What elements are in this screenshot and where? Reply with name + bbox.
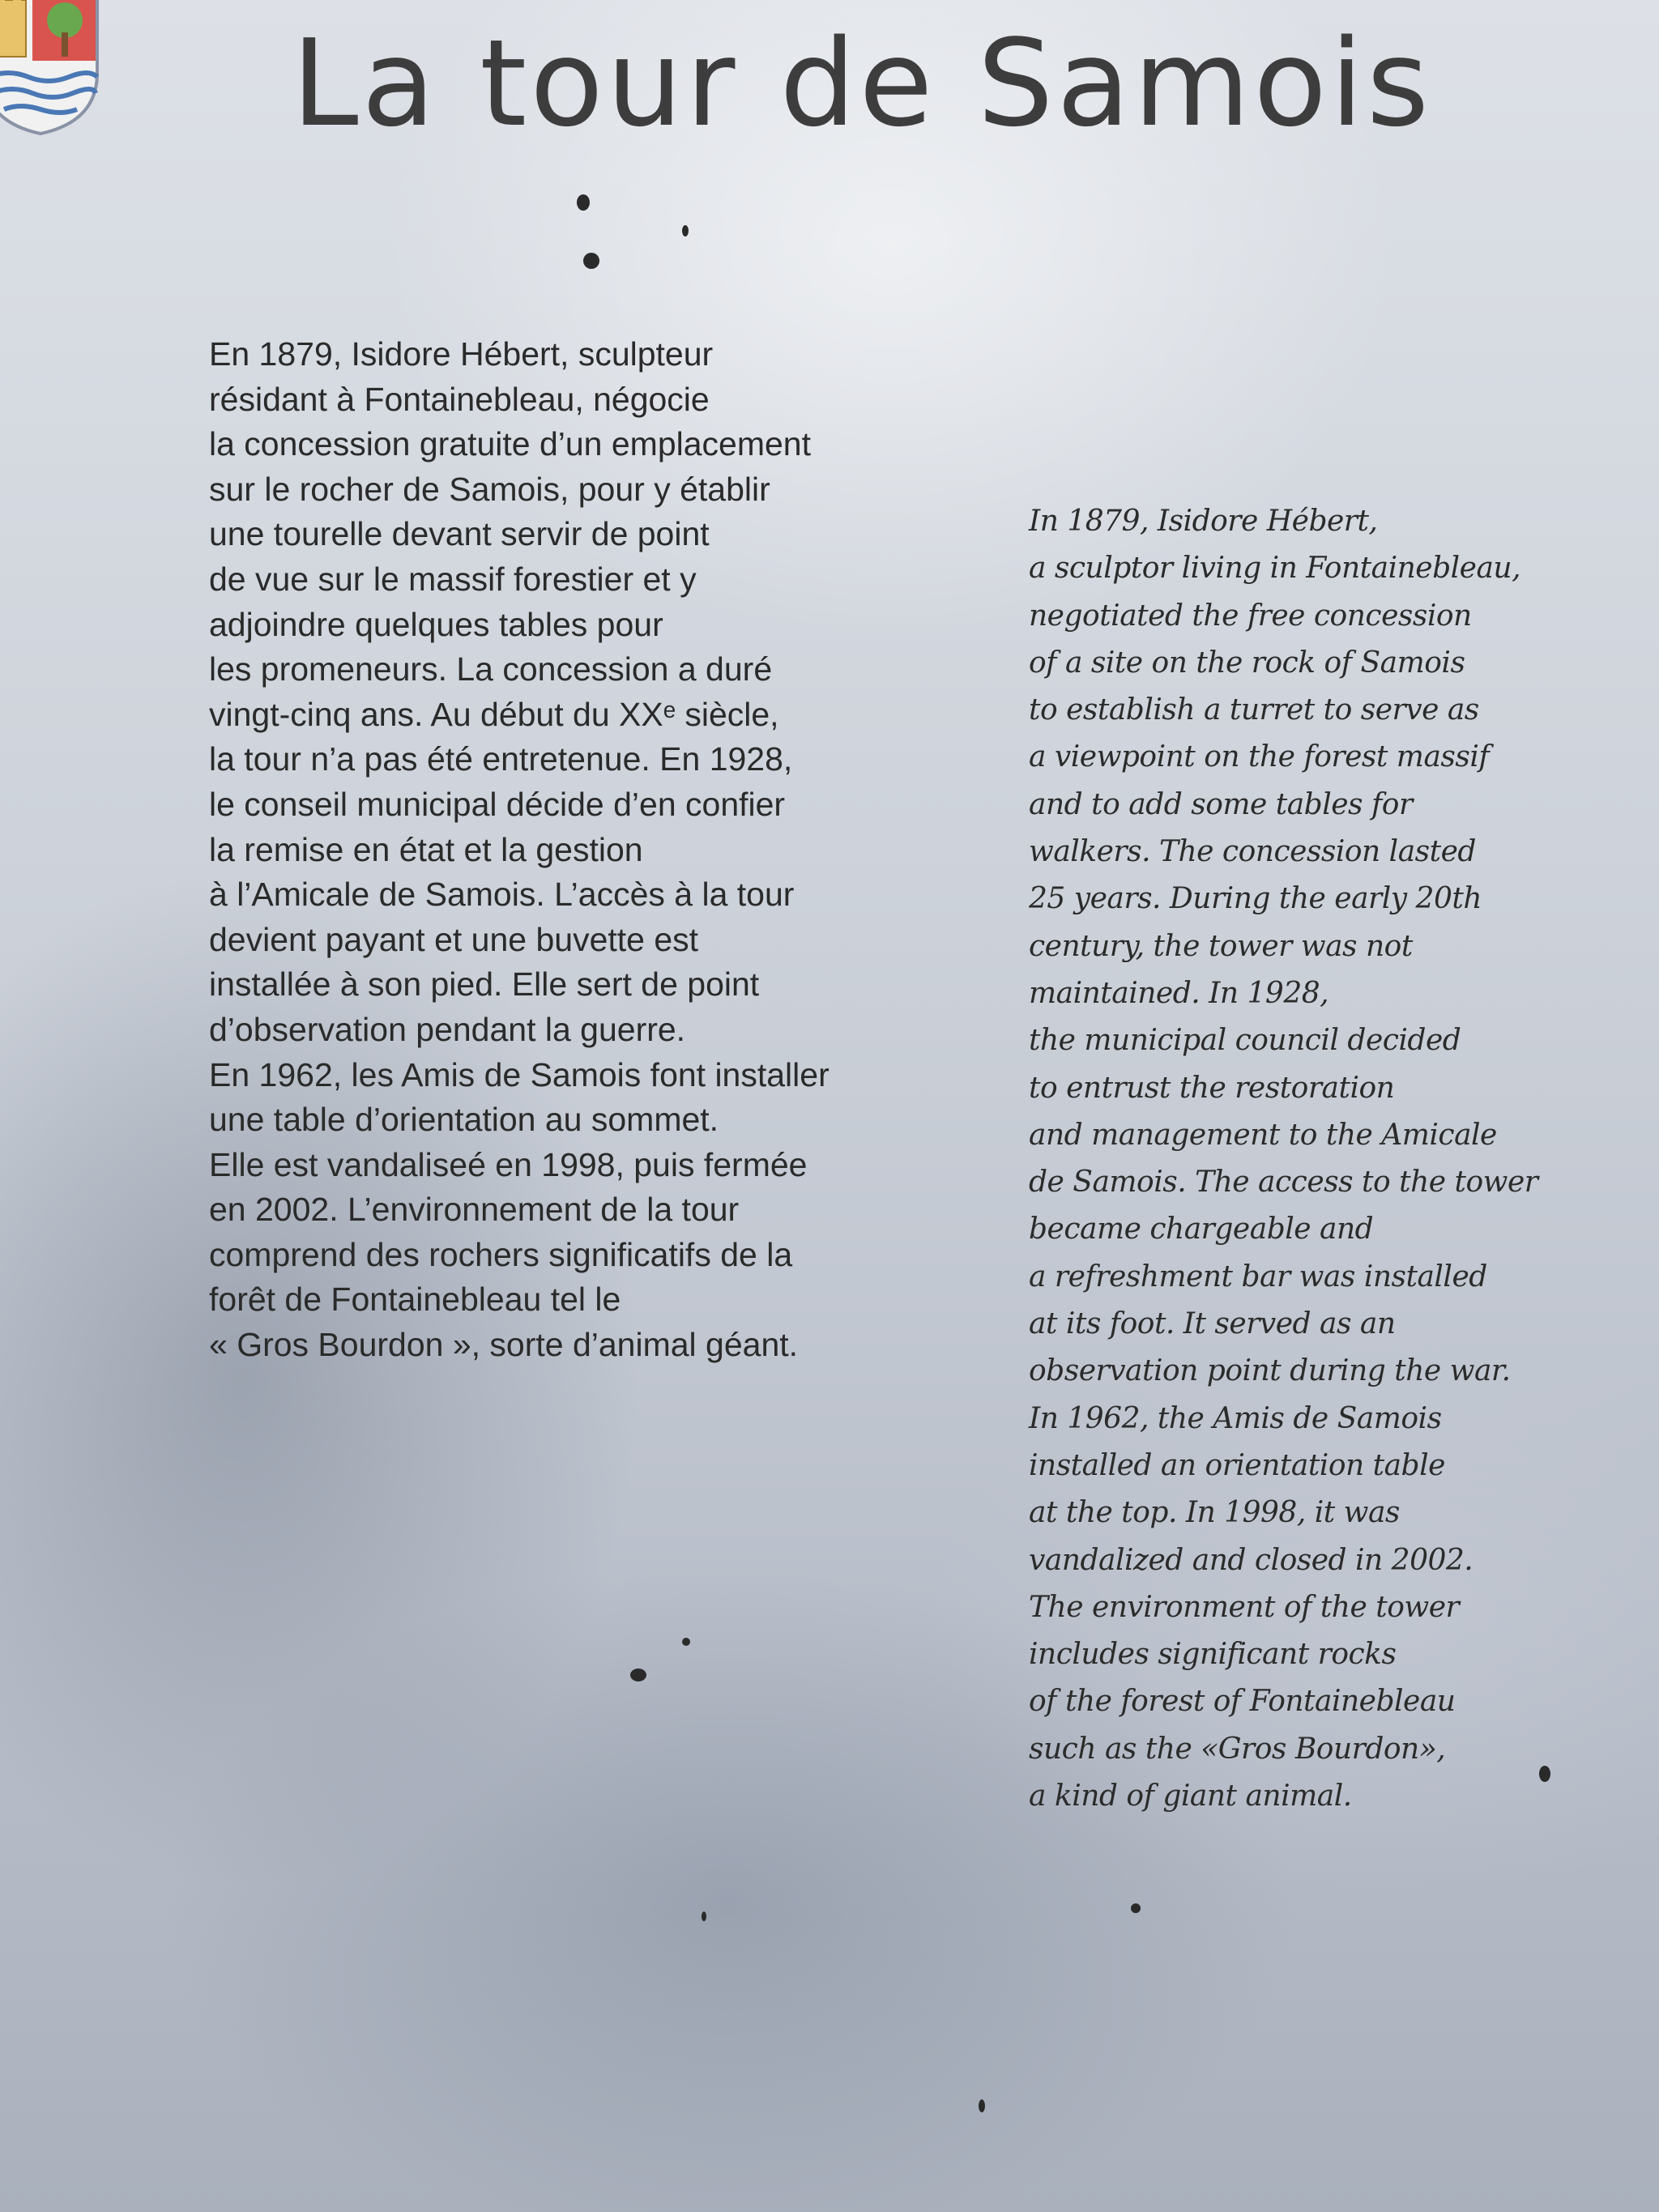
french-line: vingt-cinq ans. Au début du XXᵉ siècle,	[209, 695, 779, 733]
sign-title: La tour de Samois	[292, 14, 1433, 153]
surface-speck	[702, 1912, 706, 1921]
english-line: at its foot. It served as an	[1029, 1307, 1396, 1341]
samois-coat-of-arms-icon	[0, 0, 105, 138]
french-line: la concession gratuite d’un emplacement	[209, 425, 811, 463]
french-line: en 2002. L’environnement de la tour	[209, 1191, 740, 1229]
french-line: de vue sur le massif forestier et y	[209, 560, 697, 598]
french-line: devient payant et une buvette est	[209, 920, 699, 958]
french-line: à l’Amicale de Samois. L’accès à la tour	[209, 876, 795, 914]
surface-speck	[682, 1638, 690, 1646]
english-line: walkers. The concession lasted	[1029, 835, 1476, 869]
english-line: maintained. In 1928,	[1029, 976, 1329, 1010]
surface-speck	[1539, 1766, 1550, 1782]
english-line: to establish a turret to serve as	[1029, 693, 1479, 727]
english-line: a kind of giant animal.	[1029, 1779, 1352, 1813]
english-line: includes significant rocks	[1029, 1638, 1397, 1672]
english-line: the municipal council decided	[1029, 1024, 1461, 1058]
english-line: at the top. In 1998, it was	[1029, 1496, 1400, 1530]
french-line: forêt de Fontainebleau tel le	[209, 1281, 621, 1319]
french-paragraph	[209, 332, 1019, 1368]
english-line: 25 years. During the early 20th	[1029, 882, 1482, 916]
english-line: a refreshment bar was installed	[1029, 1259, 1487, 1294]
french-line: comprend des rochers significatifs de la	[209, 1235, 793, 1273]
english-line: to entrust the restoration	[1029, 1071, 1395, 1105]
english-line: century, the tower was not	[1029, 929, 1413, 963]
english-line: such as the «Gros Bourdon»,	[1029, 1732, 1446, 1766]
french-line: adjoindre quelques tables pour	[209, 605, 663, 643]
french-line: sur le rocher de Samois, pour y établir	[209, 470, 770, 508]
english-line: negotiated the free concession	[1029, 599, 1472, 633]
french-line: d’observation pendant la guerre.	[209, 1010, 686, 1048]
french-line: « Gros Bourdon », sorte d’animal géant.	[209, 1326, 799, 1364]
surface-speck	[682, 225, 689, 237]
french-line: Elle est vandaliseé en 1998, puis fermée	[209, 1145, 808, 1183]
english-line: observation point during the war.	[1029, 1354, 1511, 1388]
english-line: and management to the Amicale	[1029, 1118, 1497, 1152]
surface-speck	[577, 194, 590, 211]
surface-speck	[979, 2099, 985, 2112]
english-line: became chargeable and	[1029, 1213, 1374, 1247]
english-line: de Samois. The access to the tower	[1029, 1166, 1538, 1200]
english-line: and to add some tables for	[1029, 787, 1413, 821]
surface-speck	[1131, 1903, 1141, 1913]
french-line: En 1962, les Amis de Samois font installer	[209, 1055, 830, 1093]
english-line: a viewpoint on the forest massif	[1029, 740, 1490, 774]
english-line: of a site on the rock of Samois	[1029, 646, 1465, 680]
english-paragraph	[1029, 498, 1612, 1820]
english-line: installed an orientation table	[1029, 1448, 1445, 1482]
english-line: of the forest of Fontainebleau	[1029, 1685, 1456, 1719]
french-line: installée à son pied. Elle sert de point	[209, 965, 760, 1004]
french-line: le conseil municipal décide d’en confier	[209, 785, 786, 823]
surface-speck	[630, 1669, 646, 1681]
french-line: la tour n’a pas été entretenue. En 1928,	[209, 740, 793, 778]
french-line: une table d’orientation au sommet.	[209, 1101, 719, 1139]
french-line: résidant à Fontainebleau, négocie	[209, 380, 710, 418]
french-line: En 1879, Isidore Hébert, sculpteur	[209, 335, 714, 373]
english-line: In 1962, the Amis de Samois	[1029, 1401, 1442, 1435]
french-line: les promeneurs. La concession a duré	[209, 650, 773, 688]
french-line: une tourelle devant servir de point	[209, 515, 710, 553]
english-line: In 1879, Isidore Hébert,	[1029, 505, 1378, 538]
surface-speck	[583, 253, 599, 269]
english-line: vandalized and closed in 2002.	[1029, 1543, 1473, 1577]
french-line: la remise en état et la gestion	[209, 830, 643, 868]
english-line: The environment of the tower	[1029, 1590, 1460, 1624]
english-line: a sculptor living in Fontainebleau,	[1029, 552, 1521, 586]
